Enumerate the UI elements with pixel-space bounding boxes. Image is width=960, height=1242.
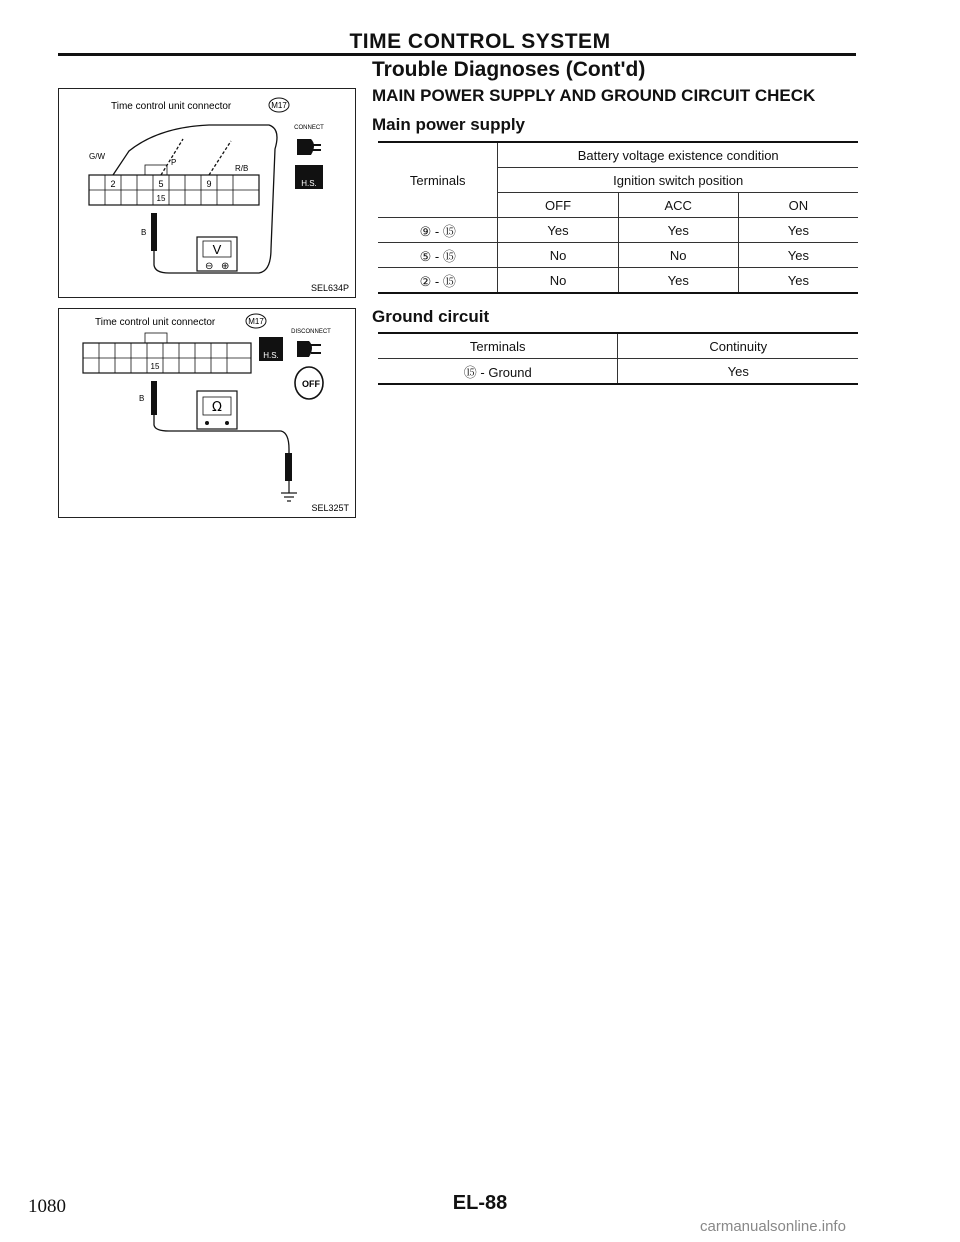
on-cell: Yes xyxy=(738,268,858,294)
figure-voltage-check xyxy=(58,88,356,298)
table-row xyxy=(378,359,858,385)
off-cell: Yes xyxy=(498,218,618,243)
col-on: ON xyxy=(738,193,858,218)
connector-label: Time control unit connector xyxy=(95,317,216,328)
acc-cell: Yes xyxy=(618,218,738,243)
plus-terminal: ⊕ xyxy=(221,261,230,272)
connector-id: M17 xyxy=(271,101,287,110)
gc-continuity-cell: Yes xyxy=(618,359,858,385)
ignition-header: Ignition switch position xyxy=(498,168,858,193)
page-number: 1080 xyxy=(28,1196,66,1217)
key-off-label: OFF xyxy=(302,379,320,389)
pin-15: 15 xyxy=(150,362,160,371)
table-row xyxy=(378,268,858,294)
table-row xyxy=(378,218,858,243)
connect-label: CONNECT xyxy=(294,125,324,131)
page-title: TIME CONTROL SYSTEM xyxy=(349,30,611,53)
figure-continuity-check-svg xyxy=(59,309,355,517)
disconnect-icon xyxy=(297,341,312,357)
col-acc: ACC xyxy=(618,193,738,218)
figure-voltage-check-svg xyxy=(59,89,355,297)
hs-label: H.S. xyxy=(263,351,279,360)
on-cell: Yes xyxy=(738,243,858,268)
condition-header: Battery voltage existence condition xyxy=(498,142,858,168)
minus-terminal: ⊖ xyxy=(205,261,214,272)
main-power-supply-table xyxy=(378,141,858,294)
gc-terminals-cell: ⑮ - Ground xyxy=(378,359,618,385)
connector-id: M17 xyxy=(248,317,264,326)
connect-icon xyxy=(297,139,314,155)
on-cell: Yes xyxy=(738,218,858,243)
ground-circuit-heading: Ground circuit xyxy=(372,307,490,326)
gc-continuity-header: Continuity xyxy=(618,333,858,359)
figure-code: SEL634P xyxy=(310,283,349,293)
figure-code: SEL325T xyxy=(311,503,349,513)
wire-b: B xyxy=(141,228,147,237)
gc-terminals-header: Terminals xyxy=(378,333,618,359)
col-off: OFF xyxy=(498,193,618,218)
terminals-cell: ② - ⑮ xyxy=(378,268,498,294)
table-row xyxy=(378,243,858,268)
off-cell: No xyxy=(498,268,618,294)
subtitle: Trouble Diagnoses (Cont'd) xyxy=(372,58,646,81)
main-power-supply-heading: Main power supply xyxy=(372,115,526,134)
terminals-cell: ⑨ - ⑮ xyxy=(378,218,498,243)
pin-2: 2 xyxy=(110,179,116,189)
ground-circuit-table xyxy=(378,332,858,385)
terminals-header: Terminals xyxy=(378,142,498,218)
wire-p: P xyxy=(171,158,177,167)
wire-gw: G/W xyxy=(89,152,105,161)
acc-cell: Yes xyxy=(618,268,738,294)
acc-cell: No xyxy=(618,243,738,268)
connector-label: Time control unit connector xyxy=(111,101,232,112)
pin-5: 5 xyxy=(158,179,164,189)
figure-continuity-check xyxy=(58,308,356,518)
wire-rb: R/B xyxy=(235,164,249,173)
page-code: EL-88 xyxy=(452,1192,508,1214)
watermark: carmanualsonline.info xyxy=(700,1218,846,1235)
hs-label: H.S. xyxy=(301,179,317,188)
table-header-row xyxy=(378,333,858,359)
pin-15: 15 xyxy=(156,194,166,203)
pin-9: 9 xyxy=(206,179,212,189)
section-title: MAIN POWER SUPPLY AND GROUND CIRCUIT CHECK xyxy=(372,86,816,105)
table-header-row xyxy=(378,142,858,168)
disconnect-label: DISCONNECT xyxy=(291,329,331,335)
voltmeter-label: V xyxy=(212,242,222,257)
off-cell: No xyxy=(498,243,618,268)
header-rule xyxy=(58,53,856,56)
wire-b: B xyxy=(139,394,145,403)
terminals-cell: ⑤ - ⑮ xyxy=(378,243,498,268)
ohmmeter-label: Ω xyxy=(212,400,222,415)
